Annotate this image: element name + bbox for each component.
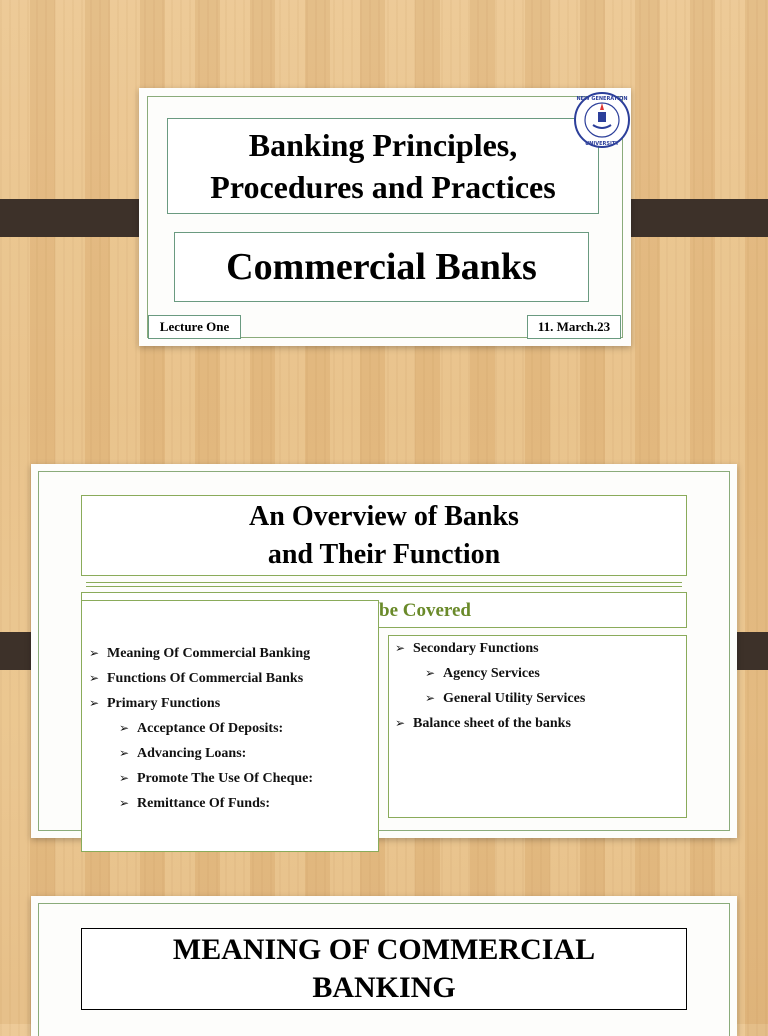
- list-item: ➢ Secondary Functions: [395, 636, 585, 661]
- strap-right-1: [615, 199, 768, 237]
- overview-title-box: [81, 495, 687, 576]
- list-item: ➢ Remittance Of Funds:: [119, 791, 313, 816]
- right-topics-list: [395, 636, 585, 736]
- slide-title[interactable]: [139, 88, 631, 346]
- slide-overview[interactable]: [31, 464, 737, 838]
- svg-text:NEW GENERATION: NEW GENERATION: [576, 96, 628, 102]
- strap-left-1: [0, 199, 152, 237]
- left-topics-list: [89, 641, 313, 816]
- overview-divider: [86, 582, 682, 587]
- left-topics-box: [81, 600, 379, 852]
- list-item: ➢ Balance sheet of the banks: [395, 711, 585, 736]
- section-header-text: be Covered: [379, 600, 471, 621]
- slide-title-text: Banking Principles, Procedures and Practices: [210, 127, 556, 205]
- meaning-title-box: [81, 928, 687, 1010]
- subtitle-box: [174, 232, 589, 302]
- meaning-title: MEANING OF COMMERCIAL BANKING: [172, 933, 596, 1004]
- list-item: ➢ Advancing Loans:: [119, 741, 313, 766]
- list-item: ➢ Meaning Of Commercial Banking: [89, 641, 313, 666]
- slide-subtitle-text: Commercial Banks: [226, 246, 537, 288]
- list-item: ➢ Promote The Use Of Cheque:: [119, 766, 313, 791]
- list-item: ➢ Agency Services: [425, 661, 585, 686]
- lecture-label: Lecture One: [148, 315, 241, 339]
- date-label: 11. March.23: [527, 315, 621, 339]
- svg-text:UNIVERSITY: UNIVERSITY: [585, 141, 619, 147]
- right-topics-box: [388, 635, 687, 818]
- list-item: ➢ Acceptance Of Deposits:: [119, 716, 313, 741]
- list-item: ➢ Functions Of Commercial Banks: [89, 666, 313, 691]
- slide-meaning[interactable]: [31, 896, 737, 1036]
- list-item: ➢ Primary Functions: [89, 691, 313, 716]
- university-logo: [573, 91, 631, 149]
- list-item: ➢ General Utility Services: [425, 686, 585, 711]
- title-box: [167, 118, 599, 214]
- overview-title: An Overview of Banks and Their Function: [249, 500, 519, 570]
